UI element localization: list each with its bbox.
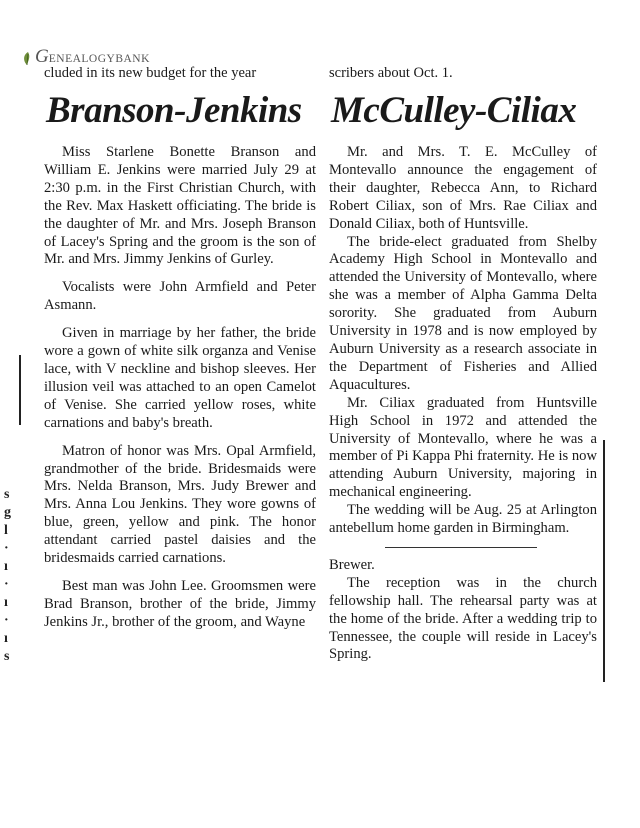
runover-text: scribers about Oct. 1. <box>329 65 453 81</box>
runover-text: cluded in its new budget for the year <box>44 65 257 81</box>
leaf-icon <box>22 51 33 66</box>
genealogybank-logo <box>22 46 150 66</box>
right-column <box>329 64 597 664</box>
column-edge-mark <box>19 355 21 425</box>
continuation-paragraph: The reception was in the church fellowship hall. The rehearsal party was at the home of the bride. After a wedding trip to Tennessee, the couple will reside in Lacey's Spring. <box>329 574 597 663</box>
headline-branson-jenkins: Branson-Jenkins <box>46 90 302 131</box>
article-paragraph: Matron of honor was Mrs. Opal Armfield, grandmother of the bride. Bridesmaids were Mrs. Nelda Branson, Mrs. Judy Brewer and Mrs. Anna Lou Jenkins. They wore gowns of blue, green, yellow and pink. The honor attendant carried pastel daisies and the bridesmaids carried carnations. <box>44 442 316 567</box>
headline-mcculley-ciliax: McCulley-Ciliax <box>331 90 577 131</box>
left-column <box>44 64 316 642</box>
article-paragraph: Mr. Ciliax graduated from Huntsville High School in 1972 and attended the University of Montevallo, where he was a member of Pi Kappa Phi fraternity. He is now attending Auburn University, majoring in mechanical engineering. <box>329 394 597 501</box>
article-paragraph: The wedding will be Aug. 25 at Arlington antebellum home garden in Birmingham. <box>329 502 597 537</box>
divider-rule <box>385 547 537 548</box>
logo-initial: G <box>35 46 49 67</box>
column-edge-mark <box>603 440 605 682</box>
continuation-line: Brewer. <box>329 556 375 573</box>
cropped-margin-fragments: s g l · ı · ı · ı s <box>4 487 11 664</box>
article-paragraph: Vocalists were John Armfield and Peter Asmann. <box>44 279 316 314</box>
article-paragraph: Mr. and Mrs. T. E. McCulley of Montevallo announce the engagement of their daughter, Rebecca Ann, to Richard Robert Ciliax, son of Mrs. Rae Ciliax and Donald Ciliax, both of Huntsville. <box>329 144 597 232</box>
article-paragraph: Best man was John Lee. Groomsmen were Brad Branson, brother of the bride, Jimmy Jenkins Jr., brother of the groom, and Wayne <box>44 577 316 630</box>
article-paragraph: Miss Starlene Bonette Branson and William E. Jenkins were married July 29 at 2:30 p.m. in the First Christian Church, with the Rev. Max Haskett officiating. The bride is the daughter of Mr. and Mrs. Joseph Branson of Lacey's Spring and the groom is the son of Mr. and Mrs. Jimmy Jenkins of Gurley. <box>44 144 316 268</box>
logo-text: ENEALOGYBANK <box>48 53 150 65</box>
article-paragraph: The bride-elect graduated from Shelby Academy High School in Montevallo and attended the University of Montevallo, where she was a member of Alpha Gamma Delta sorority. She graduated from Auburn University in 1978 and is now employed by Auburn University as a research associate in the Department of Fisheries and Allied Aquacultures. <box>329 233 597 393</box>
article-paragraph: Given in marriage by her father, the bride wore a gown of white silk organza and Venise lace, with V neckline and bishop sleeves. Her illusion veil was attached to an open Camelot of Venise. She carried yellow roses, white carnations and baby's breath. <box>44 325 316 431</box>
